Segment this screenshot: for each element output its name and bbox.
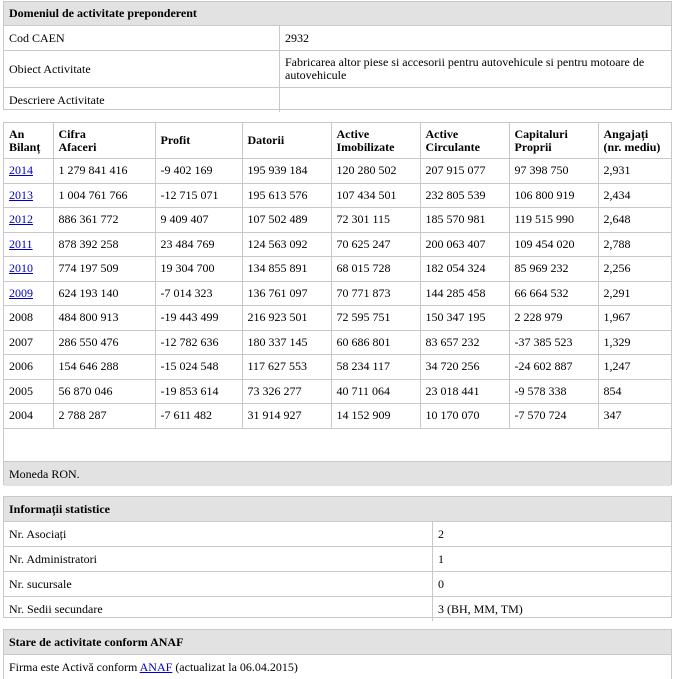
year-cell: 2007 [4,330,53,355]
table-cell: 120 280 502 [331,159,420,184]
year-cell [4,159,53,184]
year-cell [4,281,53,306]
column-header: Datorii [242,123,331,159]
anaf-text-before: Firma este Activă conform [9,660,140,674]
stats-label: Nr. Asociați [4,522,433,546]
table-cell: 107 502 489 [242,208,331,233]
stats-label: Nr. sucursale [4,572,433,596]
activity-value: 2932 [285,30,309,45]
table-cell: 106 800 919 [509,183,598,208]
table-cell: 109 454 020 [509,232,598,257]
financial-section [3,122,672,485]
year-cell [4,183,53,208]
year-link[interactable]: 2013 [9,187,33,202]
stats-value: 0 [438,576,444,591]
table-cell: 19 304 700 [155,257,242,282]
table-cell: 97 398 750 [509,159,598,184]
anaf-title: Stare de activitate conform ANAF [4,630,671,655]
table-cell: -9 402 169 [155,159,242,184]
table-cell: 1,967 [598,306,671,331]
year-cell [4,208,53,233]
activity-value: Fabricarea altor piese si accesorii pentru autovehicule si pentru motoare de autovehicule [285,55,645,82]
activity-row-caen [4,26,671,50]
table-cell: 195 613 576 [242,183,331,208]
table-cell: 200 063 407 [420,232,509,257]
year-link[interactable]: 2012 [9,212,33,227]
table-cell: 34 720 256 [420,355,509,380]
table-cell: 119 515 990 [509,208,598,233]
table-cell: 70 625 247 [331,232,420,257]
stats-value: 1 [438,551,444,566]
table-cell: 347 [598,404,671,429]
table-row [4,355,671,380]
table-cell: 232 805 539 [420,183,509,208]
activity-label: Obiect Activitate [4,51,280,87]
table-cell: 2,256 [598,257,671,282]
table-cell: 56 870 046 [53,379,155,404]
table-cell: -12 782 636 [155,330,242,355]
stats-section [3,496,672,618]
year-link[interactable]: 2014 [9,163,33,178]
table-row [4,232,671,257]
stats-value: 3 (BH, MM, TM) [438,601,523,616]
table-cell: 23 484 769 [155,232,242,257]
anaf-text-after: (actualizat la 06.04.2015) [172,660,298,674]
table-cell: 40 711 064 [331,379,420,404]
table-cell: 2,291 [598,281,671,306]
table-cell: 207 915 077 [420,159,509,184]
year-link[interactable]: 2009 [9,285,33,300]
table-cell: 2 228 979 [509,306,598,331]
table-cell: 58 234 117 [331,355,420,380]
currency-note: Moneda RON. [4,461,671,486]
activity-row-object [4,50,671,87]
year-cell: 2005 [4,379,53,404]
activity-row-description [4,87,671,112]
table-row [4,306,671,331]
table-row [4,208,671,233]
table-cell: 9 409 407 [155,208,242,233]
stats-label: Nr. Administratori [4,547,433,571]
table-cell: 23 018 441 [420,379,509,404]
table-cell: 216 923 501 [242,306,331,331]
table-cell: 2,648 [598,208,671,233]
table-cell: 180 337 145 [242,330,331,355]
table-cell: 72 595 751 [331,306,420,331]
column-header: Capitaluri Proprii [509,123,598,159]
table-cell: 2 788 287 [53,404,155,429]
stats-value: 2 [438,526,444,541]
table-cell: 1,247 [598,355,671,380]
table-cell: 10 170 070 [420,404,509,429]
table-cell: -9 578 338 [509,379,598,404]
table-cell: 60 686 801 [331,330,420,355]
anaf-link[interactable]: ANAF [139,660,173,674]
column-header: Active Circulante [420,123,509,159]
year-link[interactable]: 2011 [9,236,33,251]
table-cell: 484 800 913 [53,306,155,331]
table-cell: 66 664 532 [509,281,598,306]
table-cell: 854 [598,379,671,404]
table-cell: 286 550 476 [53,330,155,355]
table-cell: 2,788 [598,232,671,257]
table-cell: 31 914 927 [242,404,331,429]
table-cell: -24 602 887 [509,355,598,380]
table-cell: 134 855 891 [242,257,331,282]
activity-label: Descriere Activitate [4,88,280,112]
table-cell: 878 392 258 [53,232,155,257]
stats-row-sucursale [4,571,671,596]
financial-table [4,123,671,429]
year-link[interactable]: 2010 [9,261,33,276]
table-row [4,159,671,184]
table-cell: 144 285 458 [420,281,509,306]
year-cell: 2006 [4,355,53,380]
table-cell: 73 326 277 [242,379,331,404]
activity-value [280,88,671,112]
table-cell: -7 014 323 [155,281,242,306]
activity-title: Domeniul de activitate preponderent [4,2,671,26]
table-cell: 70 771 873 [331,281,420,306]
table-cell: 624 193 140 [53,281,155,306]
table-row [4,183,671,208]
table-cell: 1,329 [598,330,671,355]
column-header: Cifra Afaceri [53,123,155,159]
table-cell: 154 646 288 [53,355,155,380]
stats-label: Nr. Sedii secundare [4,597,433,621]
table-cell: 107 434 501 [331,183,420,208]
table-cell: 774 197 509 [53,257,155,282]
table-cell: 182 054 324 [420,257,509,282]
table-cell: 117 627 553 [242,355,331,380]
year-cell [4,257,53,282]
year-cell: 2008 [4,306,53,331]
year-cell: 2004 [4,404,53,429]
table-cell: -19 443 499 [155,306,242,331]
column-header: Active Imobilizate [331,123,420,159]
anaf-section [3,629,672,679]
table-cell: 72 301 115 [331,208,420,233]
table-cell: 185 570 981 [420,208,509,233]
column-header: An Bilanț [4,123,53,159]
table-cell: 85 969 232 [509,257,598,282]
activity-label: Cod CAEN [4,26,280,50]
table-cell: -19 853 614 [155,379,242,404]
table-cell: 150 347 195 [420,306,509,331]
table-cell: -7 570 724 [509,404,598,429]
table-cell: 2,434 [598,183,671,208]
table-cell: 886 361 772 [53,208,155,233]
activity-section [3,1,672,110]
table-cell: 1 004 761 766 [53,183,155,208]
stats-row-administratori [4,546,671,571]
table-cell: -37 385 523 [509,330,598,355]
table-header-row [4,123,671,159]
table-cell: 1 279 841 416 [53,159,155,184]
stats-title: Informații statistice [4,497,671,522]
table-cell: 68 015 728 [331,257,420,282]
table-row [4,330,671,355]
column-header: Profit [155,123,242,159]
table-cell: 83 657 232 [420,330,509,355]
stats-row-sedii [4,596,671,621]
stats-row-asociati [4,522,671,546]
column-header: Angajați (nr. mediu) [598,123,671,159]
year-cell [4,232,53,257]
table-row [4,404,671,429]
table-cell: 124 563 092 [242,232,331,257]
table-cell: 136 761 097 [242,281,331,306]
table-cell: 195 939 184 [242,159,331,184]
table-cell: 2,931 [598,159,671,184]
table-row [4,281,671,306]
table-cell: -12 715 071 [155,183,242,208]
table-cell: -15 024 548 [155,355,242,380]
anaf-status [4,655,671,679]
table-cell: 14 152 909 [331,404,420,429]
table-row [4,257,671,282]
table-row [4,379,671,404]
table-cell: -7 611 482 [155,404,242,429]
